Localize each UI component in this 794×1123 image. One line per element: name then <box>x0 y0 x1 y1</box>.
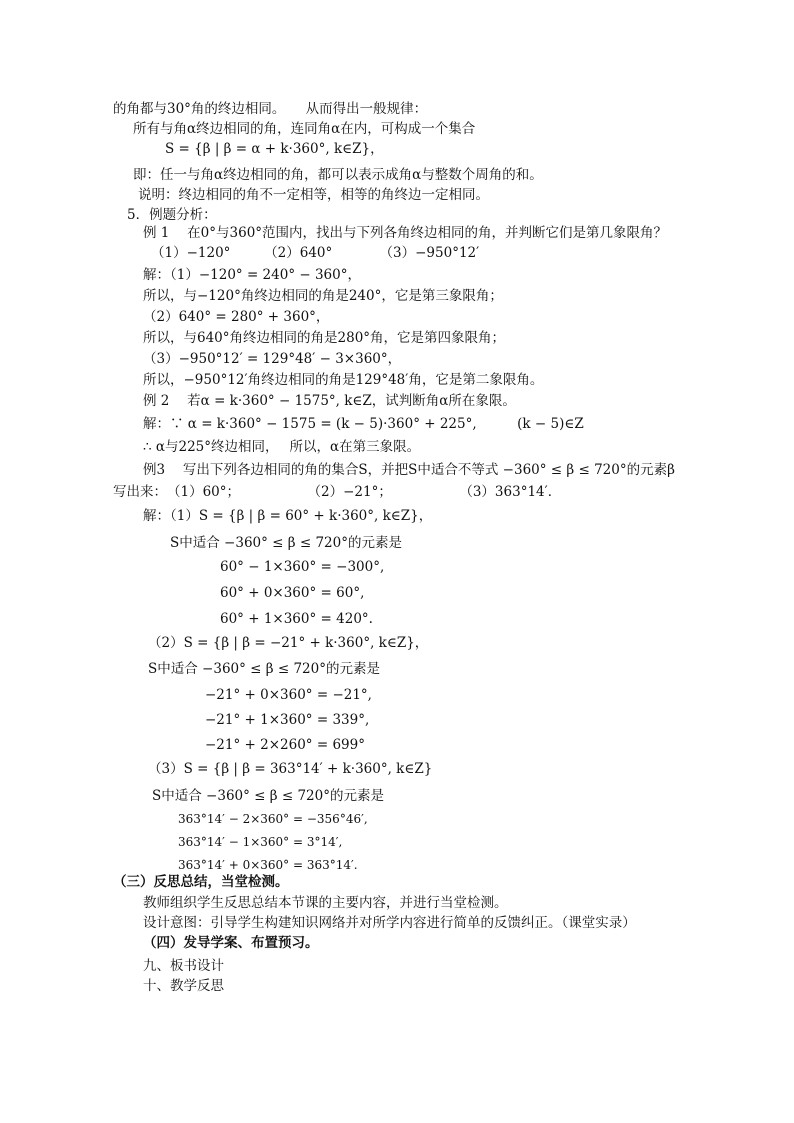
text-line: S中适合 −360° ≤ β ≤ 720°的元素是 <box>152 788 384 804</box>
text-line: S中适合 −360° ≤ β ≤ 720°的元素是 <box>170 535 402 551</box>
text-line: 写出来： （1）60°； （2）−21°； （3）363°14′． <box>113 484 562 500</box>
text-line: 所以，与−120°角终边相同的角是240°，它是第三象限角； <box>143 288 503 304</box>
formula-line: （2）S = {β | β = −21° + k·360°, k∈Z}， <box>148 635 429 651</box>
formula-line: 解：（1）S = {β | β = 60° + k·360°, k∈Z}， <box>143 508 433 524</box>
section-heading: 十、教学反思 <box>143 978 224 994</box>
formula-line: （2）640° = 280° + 360°， <box>143 309 330 325</box>
formula-line: S = {β | β = α + k·360°, k∈Z}， <box>165 141 384 157</box>
text-line: 设计意图：引导学生构建知识网络并对所学内容进行简单的反馈纠正。（课堂实录） <box>143 915 636 931</box>
section-heading: （四）发导学案、布置预习。 <box>143 935 319 951</box>
text-line: 所以，−950°12′角终边相同的角是129°48′角，它是第二象限角。 <box>143 372 544 388</box>
text-line: ∴ α与225°终边相同， 所以，α在第三象限。 <box>143 439 421 455</box>
section-heading: 5．例题分析： <box>127 207 217 223</box>
formula-line: 363°14′ − 1×360° = 3°14′, <box>178 835 343 849</box>
example-heading: 例3 写出下列各边相同的角的集合S，并把S中适合不等式 −360° ≤ β ≤ 720°的元素β <box>143 462 675 478</box>
example-heading: 例 1 在0°与360°范围内，找出与下列各角终边相同的角，并判断它们是第几象限角？ <box>143 225 668 241</box>
formula-line: 363°14′ + 0×360° = 363°14′. <box>178 858 358 872</box>
formula-line: 60° + 1×360° = 420°. <box>220 611 373 627</box>
formula-line: 60° + 0×360° = 60°, <box>220 585 365 601</box>
formula-line: 60° − 1×360° = −300°, <box>220 559 385 575</box>
text-line: （1）−120° （2）640° （3）−950°12′ <box>151 245 480 261</box>
formula-line: （3）−950°12′ = 129°48′ − 3×360°， <box>143 351 402 367</box>
text-line: 的角都与30°角的终边相同。 从而得出一般规律： <box>113 101 428 117</box>
formula-line: −21° + 1×360° = 339°, <box>205 712 370 728</box>
formula-line: （3）S = {β | β = 363°14′ + k·360°, k∈Z} <box>148 761 433 777</box>
formula-line: −21° + 0×360° = −21°, <box>205 687 372 703</box>
text-line: S中适合 −360° ≤ β ≤ 720°的元素是 <box>148 661 380 677</box>
text-line: 所有与角α终边相同的角，连同角α在内，可构成一个集合 <box>133 121 476 137</box>
formula-line: −21° + 2×260° = 699° <box>205 737 365 753</box>
text-line: 所以，与640°角终边相同的角是280°角，它是第四象限角； <box>143 330 506 346</box>
text-line: 说明：终边相同的角不一定相等，相等的角终边一定相同。 <box>138 187 489 203</box>
example-heading: 例 2 若α = k·360° − 1575°, k∈Z，试判断角α所在象限。 <box>143 393 516 409</box>
formula-line: 363°14′ − 2×360° = −356°46′, <box>178 812 368 826</box>
section-heading: （三）反思总结，当堂检测。 <box>113 874 289 890</box>
section-heading: 九、板书设计 <box>143 958 224 974</box>
formula-line: 解：∵ α = k·360° − 1575 = (k − 5)·360° + 225°, (k − 5)∈Z <box>143 416 584 432</box>
formula-line: 解：（1）−120° = 240° − 360°， <box>143 267 361 283</box>
text-line: 即：任一与角α终边相同的角，都可以表示成角α与整数个周角的和。 <box>133 167 543 183</box>
text-line: 教师组织学生反思总结本节课的主要内容，并进行当堂检测。 <box>143 895 508 911</box>
